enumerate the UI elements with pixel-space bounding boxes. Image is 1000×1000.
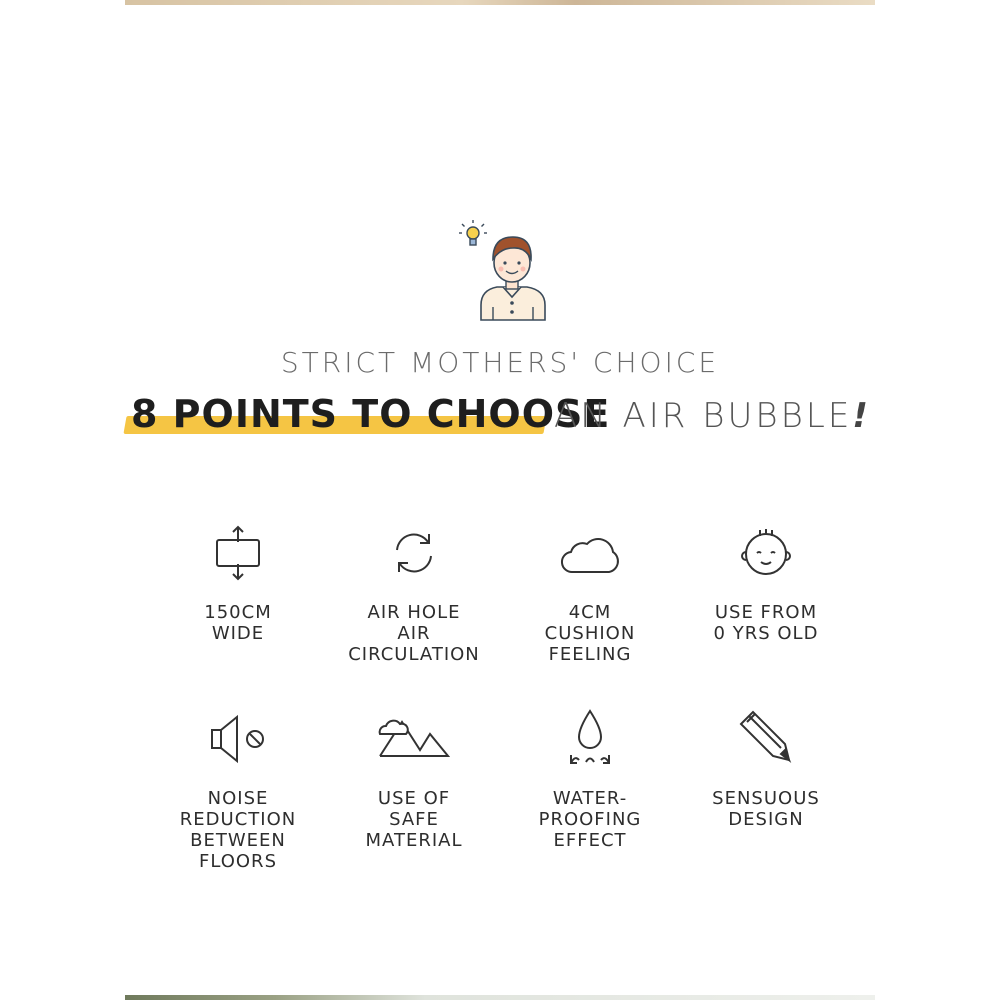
headline-light xyxy=(554,396,871,436)
pencil-icon xyxy=(735,708,797,770)
headline xyxy=(125,392,885,442)
mute-speaker-icon xyxy=(207,708,269,770)
feature-label xyxy=(502,602,678,665)
person-idea-icon xyxy=(455,215,555,325)
feature-width xyxy=(150,522,326,644)
feature-noise xyxy=(150,708,326,872)
feature-label-line: SAFE xyxy=(389,809,439,830)
feature-label-line: CIRCULATION xyxy=(348,644,480,665)
resize-icon xyxy=(207,522,269,584)
feature-waterproof xyxy=(502,708,678,851)
cloud-icon xyxy=(559,522,621,584)
feature-label-line: FEELING xyxy=(548,644,632,665)
feature-label-line: MATERIAL xyxy=(365,830,463,851)
feature-label-line: 0 YRS OLD xyxy=(713,623,819,644)
feature-label-line: FLOORS xyxy=(198,851,277,872)
feature-label-line: 4CM xyxy=(568,602,612,623)
feature-label-line: AIR xyxy=(397,623,431,644)
feature-air-hole xyxy=(326,522,502,665)
feature-label-line: WATER- xyxy=(552,788,628,809)
feature-label-line: USE FROM xyxy=(714,602,818,623)
feature-label-line: 150CM xyxy=(204,602,272,623)
feature-label xyxy=(150,602,326,644)
feature-label xyxy=(326,788,502,851)
water-drop-icon xyxy=(559,708,621,770)
top-image-strip xyxy=(125,0,875,5)
mountain-icon xyxy=(376,708,452,770)
feature-label-line: DESIGN xyxy=(728,809,804,830)
refresh-icon xyxy=(383,522,445,584)
feature-label xyxy=(678,602,854,644)
feature-label-line: EFFECT xyxy=(553,830,627,851)
feature-cushion xyxy=(502,522,678,665)
feature-label xyxy=(502,788,678,851)
feature-label-line: AIR HOLE xyxy=(367,602,461,623)
feature-label-line: BETWEEN xyxy=(190,830,286,851)
feature-safe-material xyxy=(326,708,502,851)
headline-exclamation: ! xyxy=(852,396,871,436)
feature-design xyxy=(678,708,854,830)
feature-label-line: NOISE xyxy=(207,788,269,809)
feature-label-line: CUSHION xyxy=(544,623,636,644)
light-bulb-icon xyxy=(459,220,487,245)
feature-age xyxy=(678,522,854,644)
subtitle: STRICT MOTHERS' CHOICE xyxy=(280,346,720,379)
baby-face-icon xyxy=(735,522,797,584)
feature-label-line: SENSUOUS xyxy=(712,788,820,809)
bottom-image-strip xyxy=(125,995,875,1000)
feature-label xyxy=(678,788,854,830)
feature-label-line: WIDE xyxy=(211,623,265,644)
headline-light-text: AN AIR BUBBLE xyxy=(554,396,853,436)
feature-label-line: REDUCTION xyxy=(179,809,297,830)
feature-label-line: PROOFING xyxy=(538,809,642,830)
feature-label xyxy=(326,602,502,665)
feature-label xyxy=(150,788,326,872)
feature-label-line: USE OF xyxy=(377,788,451,809)
headline-bold: 8 POINTS TO CHOOSE xyxy=(131,392,611,436)
